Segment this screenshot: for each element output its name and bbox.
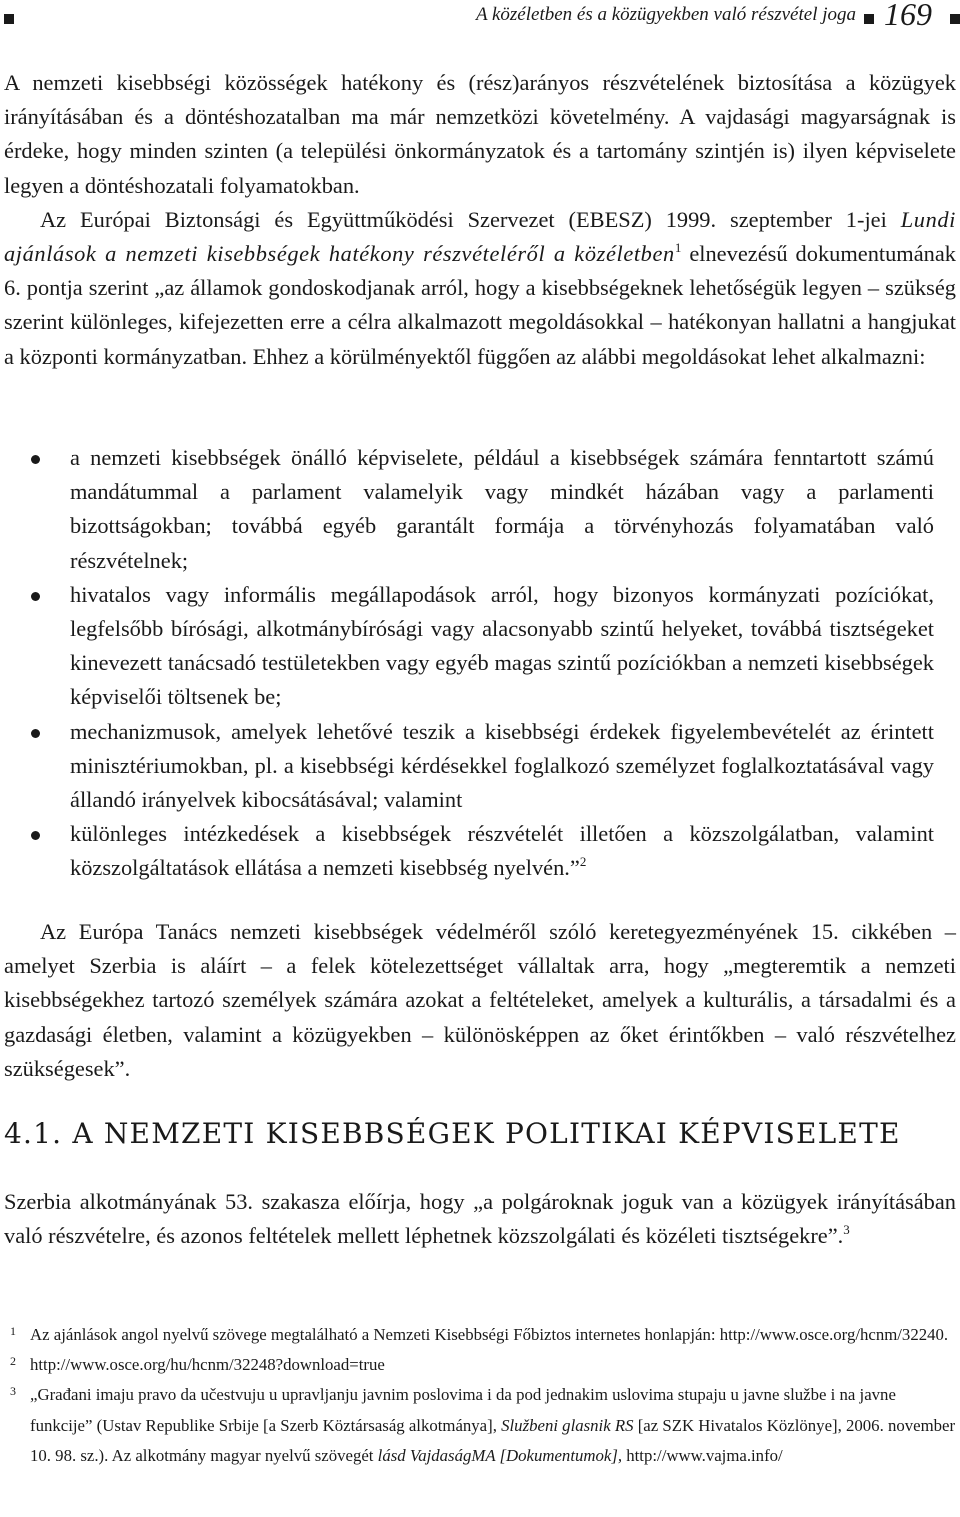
footnote-3	[4, 1380, 956, 1471]
footnote-italic-source: lásd VajdaságMA [Dokumentumok],	[377, 1445, 623, 1465]
running-title: A közéletben és a közügyekben való részvétel joga	[475, 4, 856, 25]
footnote-ref-1: 1	[674, 240, 682, 256]
paragraph-1: A nemzeti kisebbségi közösségek hatékony és (rész)arányos részvételének biztosítása a közügyek irányításában és a döntéshozatalban ma már nemzetközi követelmény. A vajdasági magyarságnak is érdeke, hogy minden szinten (a települési önkormányzatok és a tartomány szintjén is) ilyen képviselete legyen a döntéshozatali folyamatokban.	[4, 70, 956, 198]
bullet-dot-icon	[31, 831, 40, 840]
footnote-text: http://www.osce.org/hu/hcnm/32248?download=true	[30, 1355, 385, 1375]
footnote-number: 2	[10, 1354, 16, 1369]
paragraph-2-text-a: Az Európai Biztonsági és Együttműködési Szervezet (EBESZ) 1999. szeptember 1-jei	[40, 206, 901, 232]
bullet-text: hivatalos vagy informális megállapodások arról, hogy bizonyos kormányzati pozíciókat, legfelsőbb bírósági, alkotmánybírósági vagy alacsonyabb szintű helyeket, továbbá tisztségeket kinevezett tanácsadó testületekben vagy egyéb magas szintű pozíciókban a nemzeti kisebbségek képviselői töltsenek be;	[70, 581, 934, 710]
square-bullet-icon	[864, 14, 874, 24]
footnote-1	[4, 1320, 956, 1350]
bullet-item	[4, 817, 934, 885]
footnote-text: Az ajánlások angol nyelvű szövege megtalálható a Nemzeti Kisebbségi Főbiztos internetes honlapján: http://www.osce.org/hcnm/32240.	[30, 1325, 949, 1344]
footnote-text: http://www.vajma.info/	[622, 1445, 783, 1465]
section-heading: 4.1. A NEMZETI KISEBBSÉGEK POLITIKAI KÉPVISELETE	[4, 1117, 901, 1150]
bullet-text: a nemzeti kisebbségek önálló képviselete, például a kisebbségek számára fenntartott számú mandátummal a parlament valamelyik vagy mindkét házában vagy a parlamenti bizottságokban; továbbá egyéb garantált formája a törvényhozás folyamatában való részvételnek;	[70, 445, 934, 573]
bullet-list	[4, 441, 956, 886]
footnote-ref-3: 3	[843, 1222, 850, 1238]
footnote-italic-gazette: Službeni glasnik RS	[501, 1415, 634, 1435]
running-header	[4, 0, 956, 40]
square-bullet-icon	[4, 14, 14, 24]
footnote-number: 1	[10, 1324, 16, 1338]
bullet-item	[4, 441, 934, 578]
footnote-text: „Građani imaju pravo da učestvuju u upravljanju javnim poslovima i da pod jednakim uslovima stupaju u javne službe i na javne funkcije” (Ustav Republike Srbije [a Szerb Köztársaság alkotmánya],	[30, 1385, 896, 1435]
paragraph-2-text-b: elnevezésű dokumentumának 6. pontja szerint „az államok gondoskodjanak arról, hogy a kisebbségeknek lehetőségük legyen – szükség szerint különleges, kifejezetten erre a célra alkalmazott megoldásokkal – hatékonyan hallatni a hangjukat a központi kormányzatban. Ehhez a körülményektől függően az alábbi megoldásokat lehet alkalmazni:	[4, 241, 956, 369]
intro-block	[4, 66, 956, 374]
paragraph-4-text: Szerbia alkotmányának 53. szakasza előírja, hogy „a polgároknak joguk van a közügyek irányításában való részvételre, és azonos feltételek mellett léphetnek közszolgálati és közéleti tisztségekre”.	[4, 1189, 956, 1249]
bullet-item	[4, 715, 934, 818]
footnote-text: [az SZK Hivatalos Közlönye], 2006. november 10. 98. sz.). Az alkotmány magyar nyelvű szövegét	[30, 1415, 956, 1465]
page-number: 169	[884, 0, 932, 32]
footnote-number: 3	[10, 1384, 16, 1399]
footnote-ref-2: 2	[579, 854, 587, 870]
paragraph-4	[4, 1185, 956, 1253]
paragraph-3: Az Európa Tanács nemzeti kisebbségek védelméről szóló keretegyezményének 15. cikkében – amelyet Szerbia is aláírt – a felek kötelezettséget vállaltak arra, hogy „megteremtik a nemzeti kisebbségekhez tartozó személyek számára azokat a feltételeket, amelyek a kulturális, a társadalmi és a gazdasági életben, valamint a közügyekben – különösképpen az őket érintőkben – való részvételhez szükségesek”.	[4, 919, 956, 1081]
bullet-item	[4, 578, 934, 715]
paragraph-2	[4, 203, 956, 374]
bullet-dot-icon	[31, 455, 40, 464]
footnotes	[4, 1320, 956, 1471]
lund-recommendations-title: Lundi ajánlások a nemzeti kisebbségek hatékony részvételéről a közéletben	[4, 206, 956, 267]
bullet-text: különleges intézkedések a kisebbségek részvételét illetően a közszolgálatban, valamint közszolgáltatások ellátása a nemzeti kisebbség nyelvén.”	[70, 821, 934, 881]
bullet-dot-icon	[31, 729, 40, 738]
bullet-dot-icon	[31, 592, 40, 601]
square-bullet-icon	[950, 14, 960, 24]
footnote-2	[4, 1350, 956, 1380]
bullet-text: mechanizmusok, amelyek lehetővé teszik a kisebbségi érdekek figyelembevételét az érintett minisztériumokban, pl. a kisebbségi kérdésekkel foglalkozó személyzet foglalkoztatásával vagy állandó irányelvek kibocsátásával; valamint	[70, 718, 934, 813]
